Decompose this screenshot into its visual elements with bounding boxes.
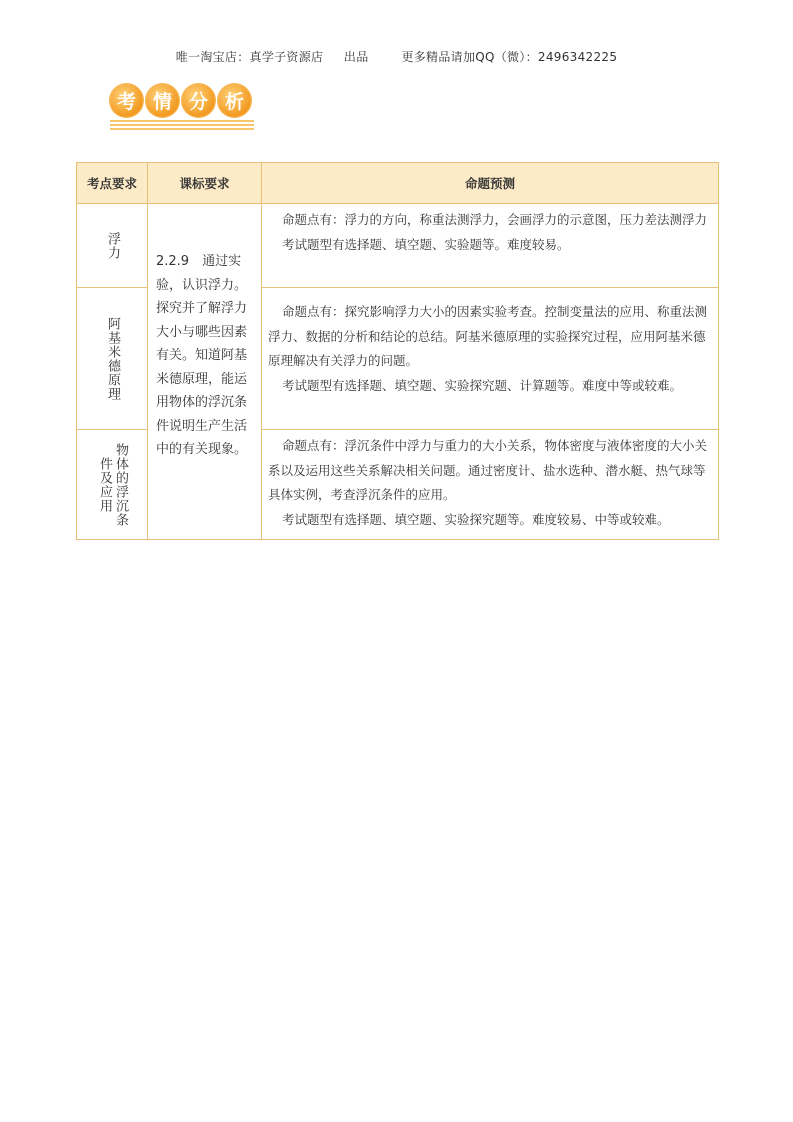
header-kaodian: 考点要求 [77,163,148,204]
kaodian-cell [77,204,148,288]
badge-stripe [110,120,254,122]
section-badge [110,82,254,132]
mingti-points: 命题点有：浮力的方向，称重法测浮力，会画浮力的示意图，压力差法测浮力 [282,212,708,227]
publisher-label: 出品 [343,50,369,64]
mingti-points: 命题点有：探究影响浮力大小的因素实验考查。控制变量法的应用、称重法测浮力、数据的分析和结论的总结。阿基米德原理的实验探究过程，应用阿基米德原理解决有关浮力的问题。 [268,304,708,368]
mingti-cell [262,204,719,288]
mingti-types: 考试题型有选择题、填空题、实验题等。难度较易。 [282,236,570,252]
table-row [77,204,719,288]
badge-char-2: 情 [146,84,179,117]
kaodian-cell [77,430,148,540]
badge-char-4: 析 [218,84,251,117]
analysis-table [76,162,719,540]
header-mingti: 命题预测 [262,163,719,204]
page-header [0,48,793,65]
mingti-types: 考试题型有选择题、填空题、实验探究题等。难度较易、中等或较难。 [282,511,670,527]
contact-info: 更多精品请加QQ（微）：2496342225 [401,50,618,64]
kaodian-label: 阿基米德原理 [105,316,120,401]
badge-stripe [110,124,254,126]
kebiao-cell [148,204,262,540]
mingti-types: 考试题型有选择题、填空题、实验探究题、计算题等。难度中等或较难。 [282,377,683,393]
kaodian-cell [77,288,148,430]
kaodian-label: 物体的浮沉条件及应用 [97,442,128,527]
kebiao-text: 2.2.9 通过实验，认识浮力。探究并了解浮力大小与哪些因素有关。知道阿基米德原理，能运用物体的浮沉条件说明生产生活中的有关现象。 [156,254,248,457]
badge-char-1: 考 [110,84,143,117]
shop-name: 唯一淘宝店：真学子资源店 [175,50,324,64]
mingti-cell [262,288,719,430]
kaodian-label: 浮力 [105,231,120,260]
table-header-row [77,163,719,204]
header-kebiao: 课标要求 [148,163,262,204]
mingti-points: 命题点有：浮沉条件中浮力与重力的大小关系，物体密度与液体密度的大小关系以及运用这些关系解决相关问题。通过密度计、盐水选种、潜水艇、热气球等具体实例，考查浮沉条件的应用。 [268,438,708,502]
badge-stripe [110,128,254,130]
badge-char-3: 分 [182,84,215,117]
mingti-cell [262,430,719,540]
